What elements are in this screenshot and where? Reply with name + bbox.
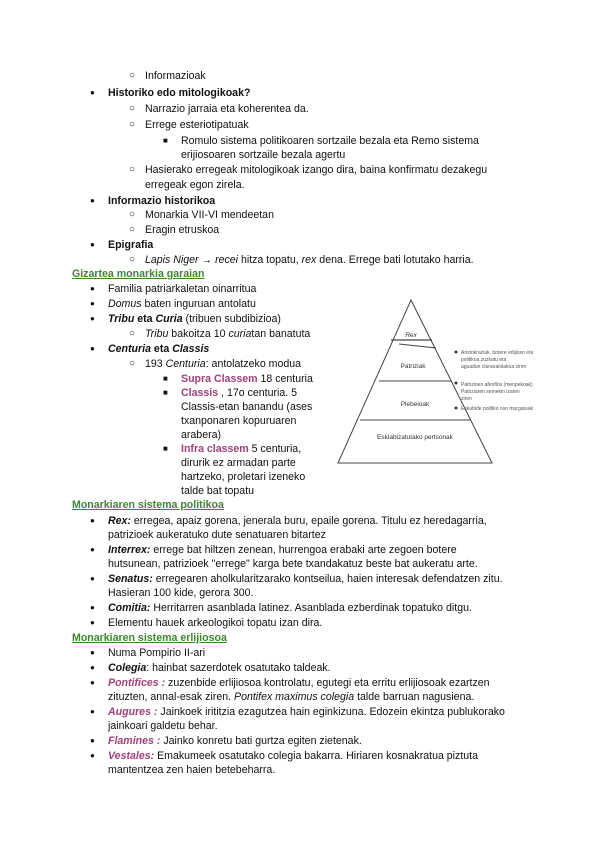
item-continuation: jainkoari galdetu behar.: [108, 720, 218, 732]
list-item: [145, 208, 274, 223]
item-text: : hainbat sazerdotek osatutako taldeak.: [146, 662, 331, 674]
item-text: Numa Pompirio II-ari: [108, 647, 206, 659]
item-text: 193: [145, 358, 166, 370]
item-text: dena. Errege bati lotutako harria.: [316, 254, 474, 266]
item-text: Familia patriarkaletan oinarritua: [108, 283, 257, 295]
pyramid-note: Patrizioen afeoflos (menpekoak): [461, 382, 533, 388]
list-item: [108, 601, 472, 616]
item-text: : antolatzeko modua: [205, 358, 302, 370]
list-item: [108, 734, 362, 749]
term: Classis: [181, 387, 219, 399]
item-text: Hasierako erregeak mitologikoak izango dira, baina konfirmatu dezakegu: [145, 164, 488, 176]
list-item: [145, 102, 309, 117]
list-item: [108, 282, 256, 297]
item-text: Elementu hauek arkeologikoi topatu izan dira.: [108, 617, 323, 629]
item-text: zuzenbide erlijiosoa kontrolatu, egutegi eta erritu erlijiosoak ezartzen: [165, 677, 490, 689]
list-item: [108, 572, 503, 587]
section-heading: Monarkiaren sistema erlijiosoa: [72, 632, 227, 644]
item-text: erijiosoaren sortzaile bezala agertu: [181, 149, 346, 161]
list-item: [108, 661, 331, 676]
pyramid-level-rex: Rex: [405, 332, 417, 339]
item-continuation: hutsunean, patrizioek "errege" karga bete txandakatuz beste bat aukeratu arte.: [108, 558, 478, 570]
item-continuation: txanponaren kopuruaren: [181, 415, 297, 427]
item-text: Eragin etruskoa: [145, 224, 220, 236]
item-text: tan banatuta: [251, 328, 311, 340]
item-text: erregearen aholkularitzarako kontseilua, haien interesak defendatzen zitu.: [152, 573, 503, 585]
list-item: [181, 134, 479, 149]
section-heading: Gizartea monarkia garaian: [72, 268, 205, 280]
item-text: Jainkoek irititzia ezagutzea hain eginkizuna. Edozein ekintza publukorako: [157, 706, 505, 718]
note-bullet: [455, 407, 458, 410]
term: Infra classem: [181, 443, 249, 455]
list-item: [108, 514, 487, 529]
item-text: Emakumeek osatutako colegia bakarra. Hiriaren kosnakratua piztuta: [154, 750, 479, 762]
term: Classis: [172, 343, 210, 355]
list-item: [108, 86, 250, 101]
social-pyramid-diagram: [335, 296, 600, 468]
item-text: Monarkia VII-VI mendeetan: [145, 209, 274, 221]
pyramid-level-plebeioak: Plebeioak: [400, 401, 430, 408]
note-bullet: [455, 382, 458, 385]
term: Flamines :: [108, 735, 161, 747]
item-text: Historiko edo mitologikoak?: [108, 87, 251, 99]
item-text: zituzten, annal-esak ziren.: [108, 691, 235, 703]
pyramid-note: aguadun clanaraiolakoa ziren: [461, 364, 527, 370]
list-item: [145, 357, 301, 372]
item-continuation: patrizioek aukeratuko dute senatuaren bitartez: [108, 529, 326, 541]
item-text: Epigrafia: [108, 239, 154, 251]
item-text: Informazioak: [145, 70, 206, 82]
item-text: eta: [150, 343, 173, 355]
term: Lapis Niger → recei: [145, 254, 239, 266]
term: Domus: [108, 298, 142, 310]
pyramid-level-patriziak: Patriziak: [400, 363, 426, 370]
term: Comitia:: [108, 602, 151, 614]
term: Centuria: [165, 358, 206, 370]
list-item: [145, 69, 206, 84]
item-text: bakoitza 10: [168, 328, 229, 340]
pyramid-level-label: Esklabizatutako pertsonak: [377, 434, 453, 441]
term: Pontifices :: [108, 677, 166, 689]
term: Vestales:: [108, 750, 155, 762]
list-item: [181, 442, 301, 457]
list-item: [108, 616, 322, 631]
list-item: [108, 676, 490, 691]
item-text: 18 centuria: [257, 373, 313, 385]
term: rex: [301, 254, 317, 266]
pyramid-note: Eskubide politiko oso murgatuak: [461, 406, 533, 412]
item-text: eta: [134, 313, 156, 325]
list-item: [108, 297, 256, 312]
list-item: [108, 646, 205, 661]
item-continuation: [108, 690, 474, 705]
item-text: Jainko konretu bati gurtza egiten zietenak.: [160, 735, 362, 747]
list-item: [108, 543, 457, 558]
term: Senatus:: [108, 573, 153, 585]
pyramid-note: politikoa zuzkatu eta: [461, 357, 507, 363]
item-text: (tribuen subdibizioa): [182, 313, 281, 325]
list-item: [108, 342, 209, 357]
item-text: hitza topatu,: [238, 254, 302, 266]
term: Supra Classem: [181, 373, 258, 385]
term: curia: [228, 328, 252, 340]
term: Tribu: [108, 313, 135, 325]
item-text: baten inguruan antolatu: [141, 298, 256, 310]
item-text: Errege esteriotipatuak: [145, 119, 249, 131]
section-heading: Monarkiaren sistema politikoa: [72, 499, 224, 511]
term: Centuria: [108, 343, 151, 355]
item-continuation: Hasieran 100 kide, gerora 300.: [108, 587, 254, 599]
pyramid-note: Patriziaren semekin izaten: [461, 389, 520, 395]
term: Pontifex maximus colegia: [234, 691, 355, 703]
item-continuation: talde bat topatu: [181, 485, 255, 497]
term: Curia: [155, 313, 183, 325]
note-bullet: [455, 351, 458, 354]
item-text: erregea, apaiz gorena, jenerala buru, epaile gorena. Titulu ez heredagarria,: [130, 515, 487, 527]
pyramid-note: Aristokraziak, botere erlijioso eta: [461, 350, 534, 356]
term: Interrex:: [108, 544, 151, 556]
list-item: [108, 194, 215, 209]
list-item: [108, 705, 505, 720]
item-text: errege bat hiltzen zenean, hurrengoa erabaki arte zegoen botere: [150, 544, 457, 556]
list-item: [145, 118, 249, 133]
item-continuation: arabera): [181, 429, 222, 441]
item-continuation: dirurik ez armadan parte: [181, 457, 296, 469]
item-continuation: [145, 178, 245, 193]
item-text: Herritarren asanblada latinez. Asanblada ezberdinak topatuko ditgu.: [150, 602, 472, 614]
item-continuation: Classis-etan banandu (ases: [181, 401, 313, 413]
list-item: [145, 253, 474, 268]
list-item: [145, 327, 310, 342]
list-item: [181, 372, 313, 387]
list-item: [108, 238, 153, 253]
term: Rex:: [108, 515, 131, 527]
list-item: [181, 386, 297, 401]
list-item: [108, 312, 281, 327]
item-text: 5 centuria,: [248, 443, 302, 455]
list-item: [108, 749, 478, 764]
item-text: Informazio historikoa: [108, 195, 216, 207]
term: Tribu: [145, 328, 169, 340]
item-text: Narrazio jarraia eta koherentea da.: [145, 103, 309, 115]
pyramid-note: ziren: [461, 396, 472, 402]
item-continuation: mantentzea zen haien betebeharra.: [108, 764, 276, 776]
list-item: [145, 163, 487, 178]
item-text: Romulo sistema politikoaren sortzaile bezala eta Remo sistema: [181, 135, 479, 147]
term: Colegia: [108, 662, 147, 674]
pyramid-level-esklabizatutako: [377, 434, 454, 441]
list-item: [145, 223, 219, 238]
item-continuation: [181, 148, 345, 163]
item-text: talde barruan nagusiena.: [354, 691, 475, 703]
item-continuation: hartzeko, proletari izeneko: [181, 471, 306, 483]
item-text: erregeak egon zirela.: [145, 179, 245, 191]
item-text: , 17o centuria. 5: [218, 387, 298, 399]
term: Augures :: [108, 706, 158, 718]
